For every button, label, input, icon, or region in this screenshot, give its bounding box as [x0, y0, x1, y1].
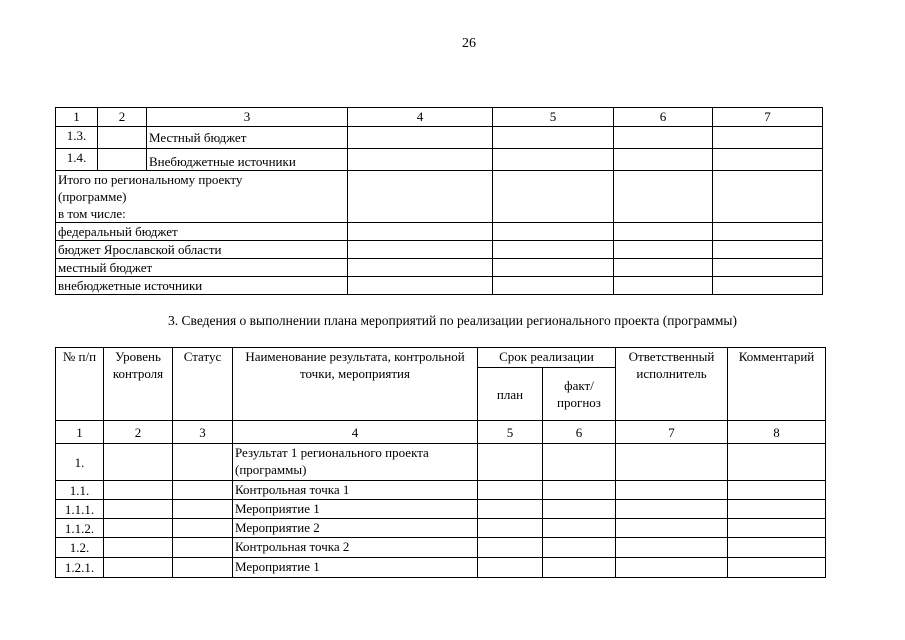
table-row — [56, 558, 826, 578]
header-status: Статус — [173, 348, 233, 421]
header-cell: 6 — [614, 108, 713, 127]
header-cell: 7 — [713, 108, 823, 127]
total-row — [56, 171, 823, 223]
header-plan: план — [478, 368, 543, 421]
row-number: 1.1.1. — [56, 500, 104, 519]
section-title: 3. Сведения о выполнении плана мероприятий по реализации регионального проекта (программы) — [168, 313, 737, 328]
row-name: Контрольная точка 1 — [233, 481, 478, 500]
row-number: 1.3. — [56, 127, 98, 149]
row-name: Мероприятие 2 — [233, 519, 478, 538]
header-fact: факт/ прогноз — [543, 368, 616, 421]
total-label: Итого по региональному проекту (программе) в том числе: — [56, 171, 348, 223]
row-name: Результат 1 регионального проекта (программы) — [233, 444, 478, 481]
table-row — [56, 500, 826, 519]
row-name: Внебюджетные источники — [147, 149, 348, 171]
row-number: 1.1.2. — [56, 519, 104, 538]
header-row — [56, 348, 826, 368]
row-number: 1.2.1. — [56, 558, 104, 578]
sub-row: местный бюджет — [56, 259, 823, 277]
row-name: Местный бюджет — [147, 127, 348, 149]
row-name: Контрольная точка 2 — [233, 538, 478, 558]
header-comment: Комментарий — [728, 348, 826, 421]
row-number: 1.1. — [56, 481, 104, 500]
page-number: 26 — [462, 36, 476, 51]
sub-row: внебюджетные источники — [56, 277, 823, 295]
funding-table — [55, 107, 823, 295]
row-name: Мероприятие 1 — [233, 500, 478, 519]
row-name: Мероприятие 1 — [233, 558, 478, 578]
header-name: Наименование результата, контрольной точки, мероприятия — [233, 348, 478, 421]
sub-row: федеральный бюджет — [56, 223, 823, 241]
header-cell: 2 — [98, 108, 147, 127]
sub-row: бюджет Ярославской области — [56, 241, 823, 259]
header-level: Уровень контроля — [104, 348, 173, 421]
header-num: № п/п — [56, 348, 104, 421]
table-row — [56, 481, 826, 500]
header-row — [56, 108, 823, 127]
row-number: 1.2. — [56, 538, 104, 558]
header-responsible: Ответственный исполнитель — [616, 348, 728, 421]
table-row — [56, 149, 823, 171]
header-term: Срок реализации — [478, 348, 616, 368]
header-cell: 1 — [56, 108, 98, 127]
row-number: 1. — [56, 444, 104, 481]
column-numbers-row: 1 2 3 4 5 6 7 8 — [56, 421, 826, 444]
table-row — [56, 444, 826, 481]
table-row — [56, 538, 826, 558]
activities-table — [55, 347, 826, 578]
table-row — [56, 127, 823, 149]
header-cell: 4 — [348, 108, 493, 127]
header-cell: 5 — [493, 108, 614, 127]
table-row — [56, 519, 826, 538]
header-cell: 3 — [147, 108, 348, 127]
row-number: 1.4. — [56, 149, 98, 171]
